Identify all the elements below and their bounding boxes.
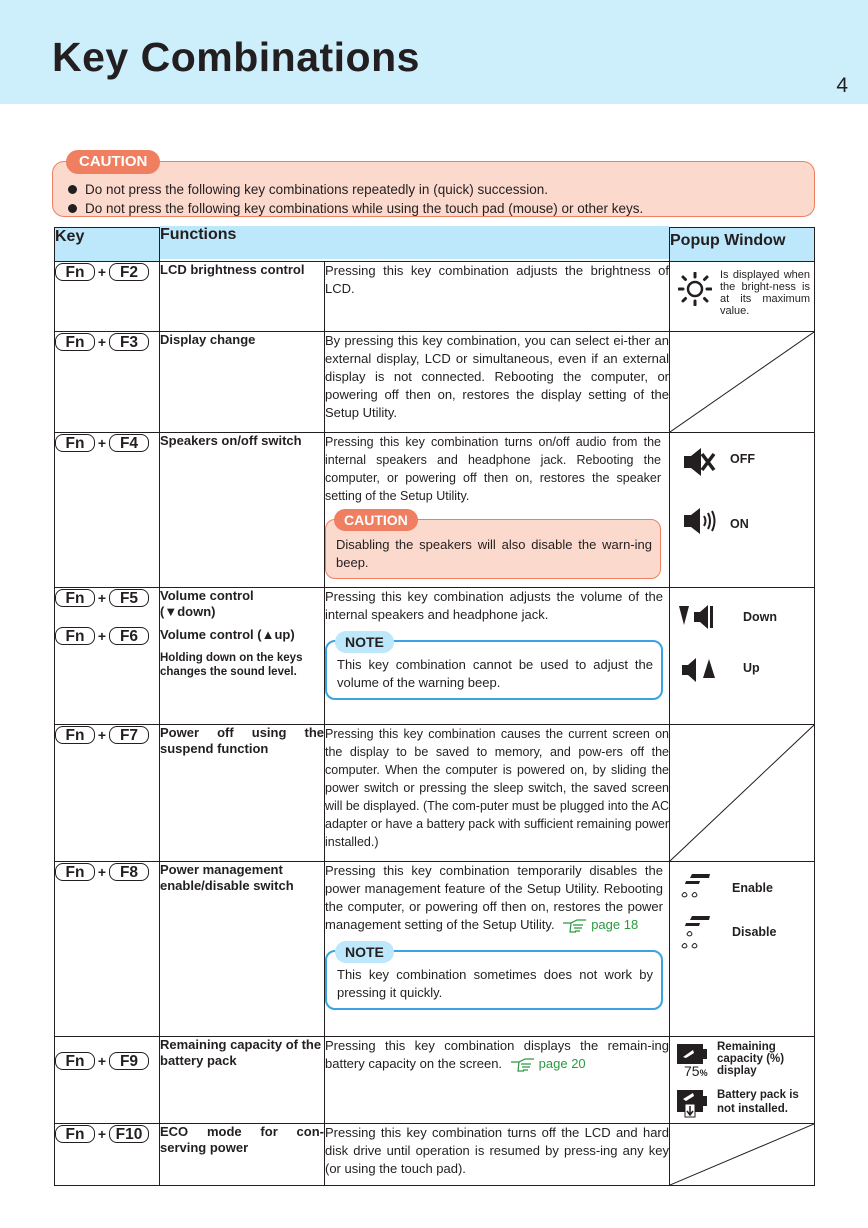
- popup-cell: [670, 433, 815, 588]
- up-triangle-icon: ▲: [261, 627, 275, 642]
- fn-key: Fn: [55, 863, 95, 881]
- f9-key: F9: [109, 1052, 149, 1070]
- popup-up-label: Up: [743, 661, 760, 675]
- key-cell: [55, 725, 160, 862]
- function-note: Holding down on the keys changes the sound level.: [160, 652, 303, 678]
- function-description-cell: [325, 1037, 670, 1124]
- volume-down-label: Volume control (▼down): [160, 588, 254, 619]
- popup-remaining-label: Remaining capacity (%) display: [717, 1041, 785, 1077]
- table-row: [55, 1037, 815, 1124]
- inline-note-text: This key combination cannot be used to adjust the volume of the warning beep.: [337, 657, 653, 690]
- table-row: [55, 433, 815, 588]
- volume-up-icon: [680, 656, 720, 684]
- inline-caution-text: Disabling the speakers will also disable the warn-ing beep.: [336, 537, 652, 570]
- popup-enable-label: Enable: [732, 881, 773, 895]
- inline-note: [325, 634, 663, 700]
- header-key: Key: [55, 228, 160, 262]
- page-number: 4: [836, 74, 848, 97]
- popup-cell: [670, 262, 815, 332]
- inline-note-text: This key combination sometimes does not work by pressing it quickly.: [337, 967, 653, 1000]
- function-description: Pressing this key combination turns off the LCD and hard disk drive until operation is resumed by press-ing any key (or using the touch pad).: [325, 1124, 670, 1186]
- pointing-hand-icon: [562, 918, 588, 934]
- key-cell: [55, 433, 160, 588]
- function-description: Pressing this key combination adjusts the volume of the internal speakers and headphone jack.: [325, 589, 663, 622]
- pointing-hand-icon: [510, 1057, 536, 1073]
- plus-sign: +: [97, 590, 107, 606]
- header-popup-window: Popup Window: [670, 228, 815, 262]
- plus-sign: +: [97, 727, 107, 743]
- function-name: Power management enable/disable switch: [160, 862, 325, 1037]
- function-description: Pressing this key combination temporarily disables the power management feature of the Setup Utility. Rebooting the computer, or powering off then on, restores the power management setting of the Setup Utility.: [325, 863, 663, 932]
- not-applicable-slash: [670, 1124, 814, 1185]
- fn-key: Fn: [55, 589, 95, 607]
- table-row: [55, 588, 815, 725]
- caution-label: CAUTION: [66, 150, 160, 174]
- speaker-off-icon: [682, 445, 716, 479]
- plus-sign: +: [97, 864, 107, 880]
- popup-cell-empty: [670, 1124, 815, 1186]
- function-name: Remaining capacity of the battery pack: [160, 1037, 325, 1124]
- popup-off-label: OFF: [730, 452, 755, 466]
- function-description-cell: [325, 588, 670, 725]
- f5-key: F5: [109, 589, 149, 607]
- plus-sign: +: [97, 334, 107, 350]
- f4-key: F4: [109, 434, 149, 452]
- battery-icon: [676, 1043, 708, 1065]
- function-name: ECO mode for con-serving power: [160, 1124, 325, 1186]
- function-name: Display change: [160, 332, 325, 433]
- key-combinations-table: [54, 227, 815, 1186]
- not-applicable-slash: [670, 725, 814, 861]
- power-management-disable-icon: [676, 912, 716, 956]
- function-description: By pressing this key combination, you can select ei-ther an external display, LCD or simultaneous, even if an external display is not connected. Rebooting the computer, or powering off then on, restores the display setting of the Setup Utility.: [325, 332, 670, 433]
- function-description-wrap: [325, 862, 663, 934]
- function-description-cell: [325, 433, 670, 588]
- function-description-cell: [325, 862, 670, 1037]
- inline-note-label: NOTE: [335, 941, 394, 963]
- key-cell: [55, 262, 160, 332]
- popup-cell: [670, 862, 815, 1037]
- page-title: Key Combinations: [52, 34, 420, 80]
- volume-down-icon: [678, 603, 718, 631]
- function-description: Pressing this key combination adjusts the brightness of LCD.: [325, 262, 670, 332]
- popup-on-label: ON: [730, 517, 749, 531]
- table-row: [55, 1124, 815, 1186]
- table-row: [55, 725, 815, 862]
- function-description: Pressing this key combination causes the current screen on the display to be saved to memory, and pow-ers off the computer. When the computer is powered on, by sliding the power switch or pressing the sleep switch, the saved screen will be displayed. (The com-puter must be plugged into the AC adapter or have a battery pack with sufficient remaining power installed.): [325, 725, 670, 862]
- fn-key: Fn: [55, 263, 95, 281]
- inline-caution-label: CAUTION: [334, 509, 418, 531]
- popup-cell: [670, 1037, 815, 1124]
- popup-cell-empty: [670, 725, 815, 862]
- plus-sign: +: [97, 1053, 107, 1069]
- plus-sign: +: [97, 264, 107, 280]
- popup-disable-label: Disable: [732, 925, 777, 939]
- header-functions: Functions: [160, 226, 670, 260]
- not-applicable-slash: [670, 332, 814, 432]
- function-name: LCD brightness control: [160, 262, 325, 332]
- table-row: [55, 262, 815, 332]
- fn-key: Fn: [55, 333, 95, 351]
- speaker-on-icon: [682, 505, 718, 537]
- function-name: Power off using the suspend function: [160, 725, 325, 862]
- caution-list: [68, 180, 643, 218]
- table-row: [55, 862, 815, 1037]
- popup-cell: [670, 588, 815, 725]
- power-management-enable-icon: [676, 870, 716, 906]
- fn-key: Fn: [55, 434, 95, 452]
- plus-sign: +: [97, 1126, 107, 1142]
- plus-sign: +: [97, 628, 107, 644]
- volume-up-label: Volume control (▲up): [160, 627, 295, 642]
- function-description: Pressing this key combination displays the remain-ing battery capacity on the screen.: [325, 1038, 669, 1071]
- table-row: [55, 332, 815, 433]
- fn-key: Fn: [55, 1125, 95, 1143]
- page-reference-link[interactable]: page 20: [538, 1056, 586, 1071]
- fn-key: Fn: [55, 627, 95, 645]
- key-cell: [55, 588, 160, 725]
- f10-key: F10: [109, 1125, 149, 1143]
- page-reference-link[interactable]: page 18: [591, 917, 639, 932]
- caution-item: Do not press the following key combinations while using the touch pad (mouse) or other keys.: [68, 199, 643, 218]
- inline-note: [325, 944, 663, 1010]
- key-cell: [55, 1037, 160, 1124]
- function-name: Speakers on/off switch: [160, 433, 325, 588]
- f2-key: F2: [109, 263, 149, 281]
- fn-key: Fn: [55, 726, 95, 744]
- down-triangle-icon: ▼: [164, 604, 178, 619]
- f6-key: F6: [109, 627, 149, 645]
- popup-down-label: Down: [743, 610, 778, 624]
- battery-not-installed-icon: [676, 1089, 708, 1119]
- sun-icon: [678, 272, 712, 306]
- caution-item: Do not press the following key combinations repeatedly in (quick) succession.: [68, 180, 643, 199]
- key-cell: [55, 862, 160, 1037]
- popup-not-installed-label: Battery pack is not installed.: [717, 1089, 799, 1115]
- inline-note-label: NOTE: [335, 631, 394, 653]
- f3-key: F3: [109, 333, 149, 351]
- popup-cell-empty: [670, 332, 815, 433]
- function-name-cell: [160, 588, 325, 725]
- f7-key: F7: [109, 726, 149, 744]
- key-cell: [55, 332, 160, 433]
- key-cell: [55, 1124, 160, 1186]
- inline-caution: [325, 512, 661, 579]
- function-description: Pressing this key combination turns on/off audio from the internal speakers and headphone jack. Rebooting the computer, or powering off then on, restores the speaker setting of the Setup Utility.: [325, 435, 661, 503]
- plus-sign: +: [97, 435, 107, 451]
- fn-key: Fn: [55, 1052, 95, 1070]
- f8-key: F8: [109, 863, 149, 881]
- popup-brightness-text: Is displayed when the bright-ness is at its maximum value.: [720, 269, 810, 317]
- battery-percent-value: 75%: [684, 1063, 708, 1079]
